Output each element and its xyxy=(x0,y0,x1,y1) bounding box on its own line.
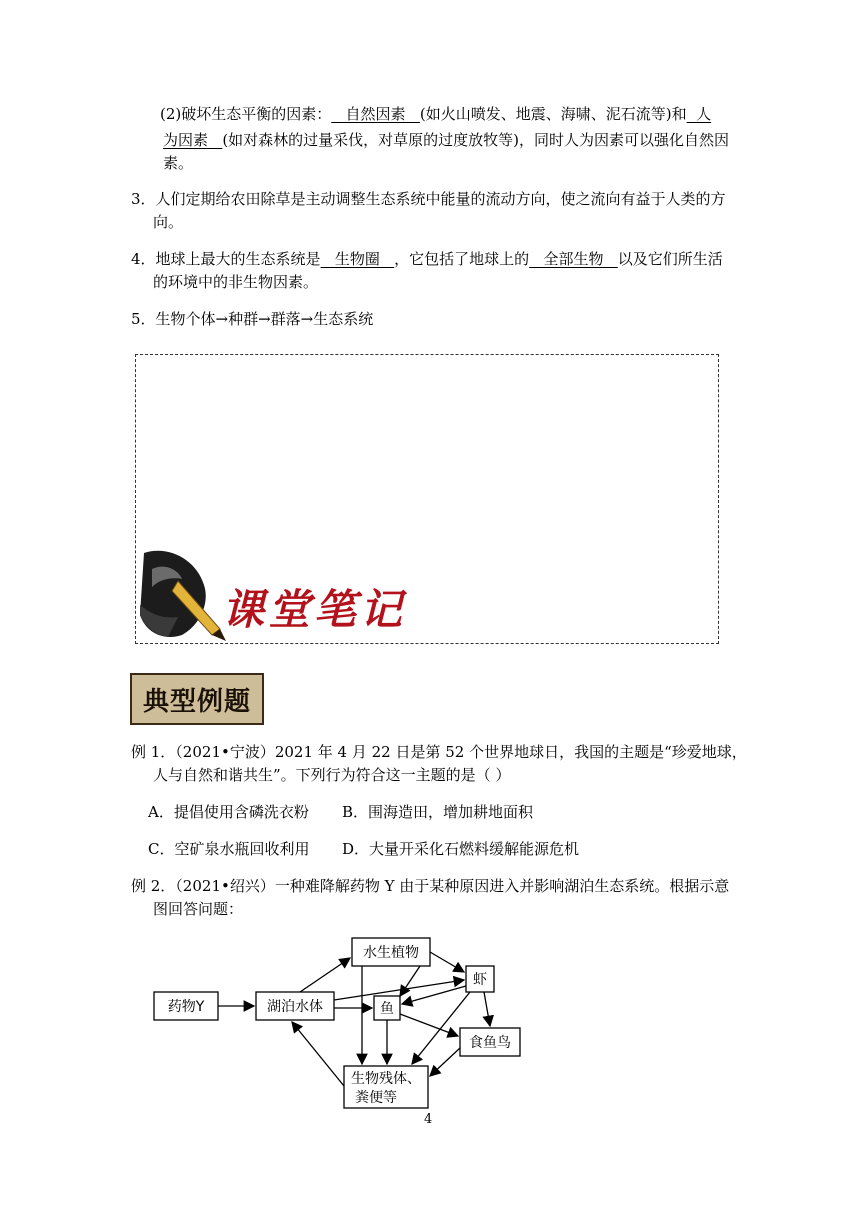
arrow xyxy=(430,1048,460,1076)
option-b: B．围海造田，增加耕地面积 xyxy=(342,803,534,821)
node-lake-label: 湖泊水体 xyxy=(267,999,323,1015)
example-1-line-2: 人与自然和谐共生”。下列行为符合这一主题的是（ ） xyxy=(153,766,511,784)
option-c: C．空矿泉水瓶回收利用 xyxy=(148,840,310,858)
node-bird-label: 食鱼鸟 xyxy=(469,1035,511,1051)
item-3-line-1: 3．人们定期给农田除草是主动调整生态系统中能量的流动方向，使之流向有益于人类的方 xyxy=(131,190,726,208)
example-2-line-2: 图回答问题： xyxy=(153,900,244,918)
arrow xyxy=(430,952,464,972)
answer-blank: 人 xyxy=(686,105,712,123)
node-remains-label-2: 粪便等 xyxy=(355,1090,397,1106)
node-shrimp-label: 虾 xyxy=(473,972,487,988)
arrow xyxy=(484,992,490,1026)
notes-label: 课堂笔记 xyxy=(222,585,407,634)
text: (如对森林的过量采伐，对草原的过度放牧等)，同时人为因素可以强化自然因 xyxy=(222,131,730,149)
answer-blank: 为因素 xyxy=(163,131,223,149)
item-4-line-2: 的环境中的非生物因素。 xyxy=(153,273,319,291)
section-banner-title: 典型例题 xyxy=(142,686,251,717)
answer-blank: 生物圈 xyxy=(320,250,395,268)
arrow xyxy=(292,1022,344,1086)
text: ，它包括了地球上的 xyxy=(394,250,530,268)
arrow xyxy=(300,958,350,992)
node-drug-label: 药物Y xyxy=(167,999,205,1015)
node-remains-label-1: 生物残体、 xyxy=(351,1071,421,1087)
para-2-line-1 xyxy=(160,104,711,124)
page-number: 4 xyxy=(424,1112,433,1127)
answer-blank: 自然因素 xyxy=(331,105,420,123)
ecosystem-diagram xyxy=(140,930,540,1110)
item-3-line-2: 向。 xyxy=(153,213,184,231)
para-2-line-2 xyxy=(163,130,729,150)
node-plant-label: 水生植物 xyxy=(363,945,419,961)
option-a: A．提倡使用含磷洗衣粉 xyxy=(148,803,309,821)
text: 4．地球上最大的生态系统是 xyxy=(131,250,321,268)
pencil-mascot-icon xyxy=(138,545,226,643)
item-5: 5．生物个体→种群→群落→生态系统 xyxy=(131,310,374,328)
section-banner xyxy=(130,673,264,725)
text: 以及它们所生活 xyxy=(617,250,723,268)
option-d: D．大量开采化石燃料缓解能源危机 xyxy=(342,840,580,858)
answer-blank: 全部生物 xyxy=(529,250,618,268)
example-1-line-1: 例 1．（2021•宁波）2021 年 4 月 22 日是第 52 个世界地球日，我国的主题是“珍爱地球， xyxy=(131,743,747,761)
text: (2)破坏生态平衡的因素： xyxy=(160,105,332,123)
arrow xyxy=(334,980,464,1000)
para-2-line-3: 素。 xyxy=(163,154,194,172)
node-fish-label: 鱼 xyxy=(380,1001,394,1017)
arrow xyxy=(400,966,420,996)
item-4-line-1 xyxy=(131,249,723,269)
example-2-line-1: 例 2．（2021•绍兴）一种难降解药物 Y 由于某种原因进入并影响湖泊生态系统。根据示意 xyxy=(131,877,730,895)
text: (如火山喷发、地震、海啸、泥石流等)和 xyxy=(419,105,687,123)
